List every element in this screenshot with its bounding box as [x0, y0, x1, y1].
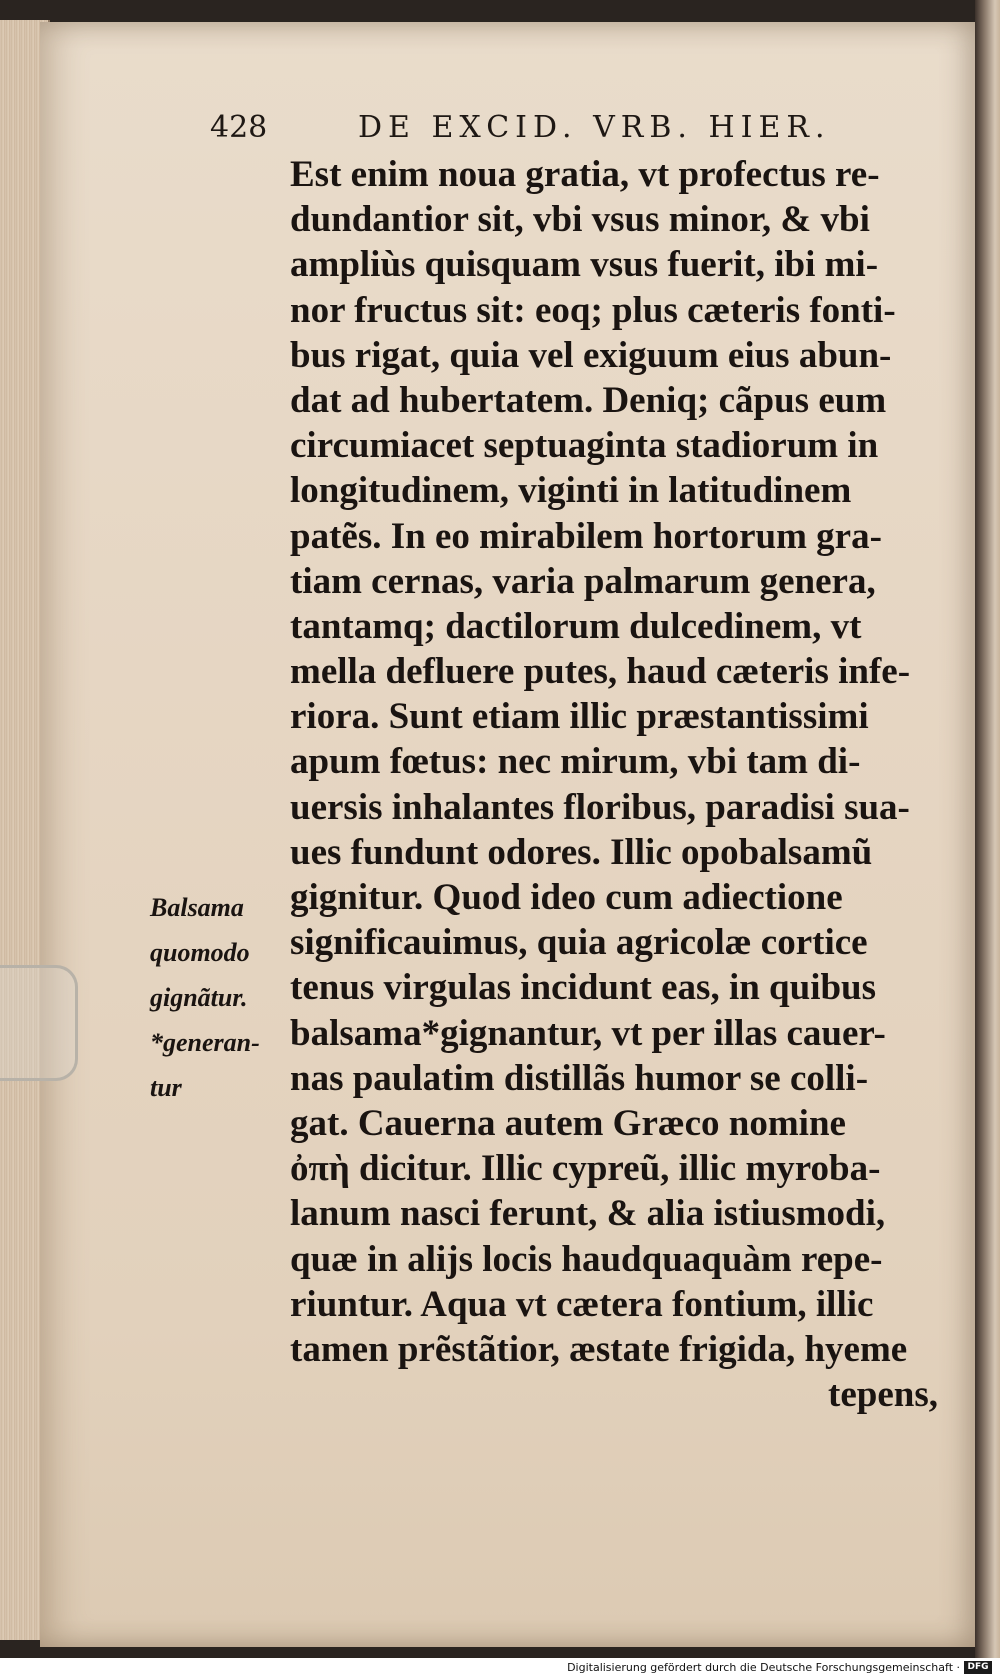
text-line: mella defluere putes, haud cæteris infe- — [290, 651, 911, 693]
text-line: dundantior sit, vbi vsus minor, & vbi — [290, 199, 870, 241]
text-line: bus rigat, quia vel exiguum eius abun- — [290, 334, 892, 376]
text-line: lanum nasci ferunt, & alia istiusmodi, — [290, 1193, 886, 1235]
text-line: ὀπὴ dicitur. Illic cypreũ, illic myroba- — [290, 1148, 881, 1190]
facing-page-edge — [975, 0, 1000, 1658]
margin-note — [150, 885, 290, 1110]
page-header — [210, 108, 910, 158]
text-line: dat ad hubertatem. Deniq; cãpus eum — [290, 379, 887, 421]
text-line: uersis inhalantes floribus, paradisi sua- — [290, 786, 910, 828]
text-line: riuntur. Aqua vt cætera fontium, illic — [290, 1283, 874, 1325]
dfg-logo: DFG — [964, 1661, 992, 1674]
text-line: nor fructus sit: eoq; plus cæteris fonti- — [290, 289, 896, 331]
book-clasp — [0, 965, 78, 1081]
margin-note-line: quomodo — [150, 938, 250, 967]
text-line: longitudinem, viginti in latitudinem — [290, 470, 852, 512]
margin-note-line: gignãtur. — [150, 983, 248, 1012]
text-line: quæ in alijs locis haudquaquàm repe- — [290, 1238, 883, 1280]
text-line: balsama*gignantur, vt per illas cauer- — [290, 1012, 886, 1054]
text-line: tiam cernas, varia palmarum genera, — [290, 560, 876, 602]
catchword: tepens, — [828, 1374, 938, 1416]
text-line: riora. Sunt etiam illic præstantissimi — [290, 696, 869, 738]
margin-note-line: Balsama — [150, 893, 244, 922]
text-line: significauimus, quia agricolæ cortice — [290, 922, 868, 964]
text-line: circumiacet septuaginta stadiorum in — [290, 425, 879, 467]
running-title: DE EXCID. VRB. HIER. — [358, 110, 831, 145]
text-line: tenus virgulas incidunt eas, in quibus — [290, 967, 877, 1009]
footer-bar — [0, 1658, 1000, 1679]
text-line: nas paulatim distillãs humor se colli- — [290, 1057, 869, 1099]
body-text — [290, 152, 950, 1417]
text-line: patẽs. In eo mirabilem hortorum gra- — [290, 515, 882, 557]
text-line: gat. Cauerna autem Græco nomine — [290, 1102, 846, 1144]
text-line: Est enim noua gratia, vt profectus re- — [290, 154, 880, 195]
text-line: apum fœtus: nec mirum, vbi tam di- — [290, 741, 861, 783]
margin-note-line: *generan- — [150, 1028, 260, 1057]
text-line: tamen prẽstãtior, æstate frigida, hyeme — [290, 1328, 908, 1370]
funding-credit: Digitalisierung gefördert durch die Deutsche Forschungsgemeinschaft · — [567, 1661, 960, 1674]
text-line: gignitur. Quod ideo cum adiectione — [290, 877, 843, 918]
text-line: tantamq; dactilorum dulcedinem, vt — [290, 605, 862, 647]
text-line: ampliùs quisquam vsus fuerit, ibi mi- — [290, 244, 879, 286]
text-line: ues fundunt odores. Illic opobalsamũ — [290, 831, 873, 873]
margin-note-line: tur — [150, 1073, 182, 1102]
page-number: 428 — [210, 110, 268, 145]
